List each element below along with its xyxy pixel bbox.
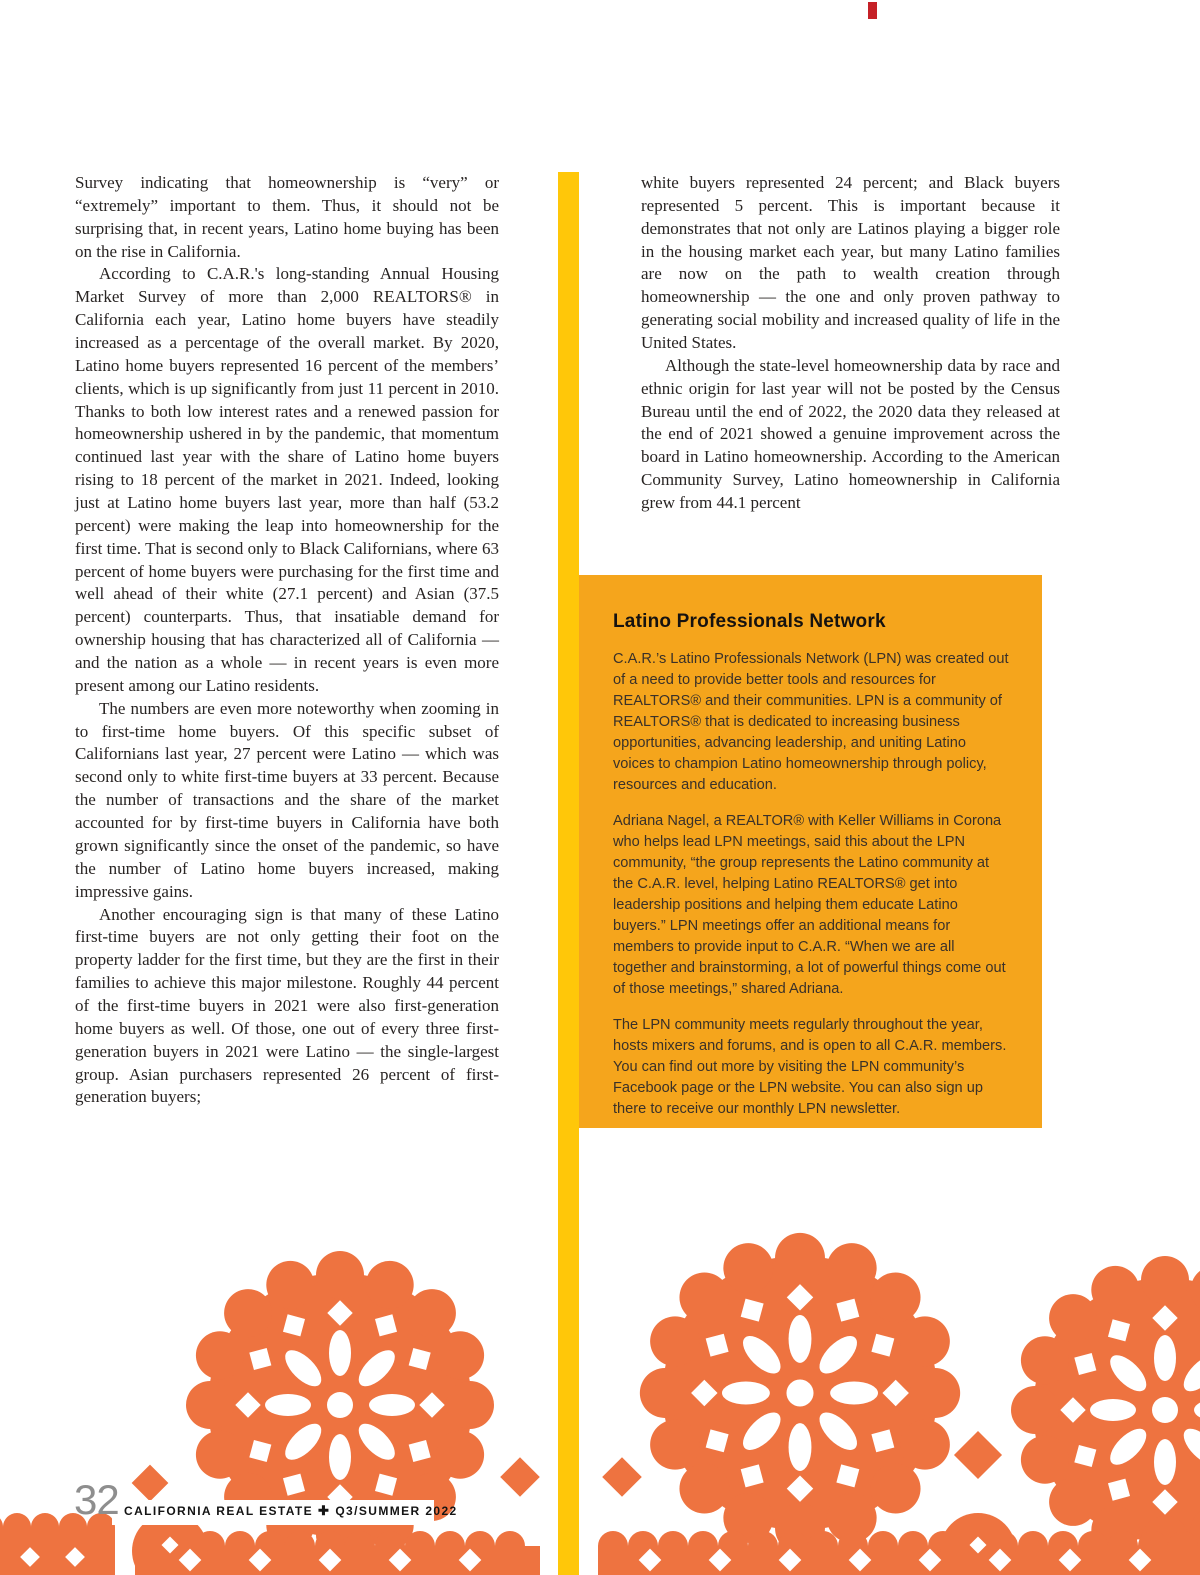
article-right-column (641, 172, 1060, 515)
article-left-column (75, 172, 499, 1109)
body-paragraph: According to C.A.R.'s long-standing Annual Housing Market Survey of more than 2,000 REALTORS® in California each year, Latino home buyers have steadily increased as a percentage of the overall market. By 2020, Latino home buyers represented 16 percent of the members’ clients, which is up significantly from just 11 percent in 2010. Thanks to both low interest rates and a renewed passion for homeownership ushered in by the pandemic, that momentum continued last year with the share of Latino home buyers rising to 18 percent of the market in 2021. Indeed, looking just at Latino home buyers last year, more than half (53.2 percent) were making the leap into homeownership for the first time. That is second only to Black Californians, where 63 percent of home buyers were purchasing for the first time and well ahead of their white (27.1 percent) and Asian (37.5 percent) counterparts. Thus, that insatiable demand for ownership housing that has characterized all of California — and the nation as a whole — in recent years is even more present among our Latino residents. (75, 264, 499, 695)
sidebar-paragraph: C.A.R.’s Latino Professionals Network (LPN) was created out of a need to provide better tools and resources for REALTORS® and their communities. LPN is a community of REALTORS® that is dedicated to increasing business opportunities, advancing leadership, and uniting Latino voices to champion Latino homeownership through policy, resources and education. (613, 651, 1009, 793)
page-edge-mark (868, 2, 877, 19)
body-paragraph: Another encouraging sign is that many of these Latino first-time buyers are not only getting their foot on the property ladder for the first time, but they are the first in their families to achieve this major milestone. Roughly 44 percent of the first-time buyers in 2021 were also first-generation home buyers as well. Of those, one out of every three first-generation buyers in 2021 were Latino — the single-largest group. Asian purchasers represented 26 percent of first-generation buyers; (75, 904, 499, 1107)
body-paragraph: Survey indicating that homeownership is “very” or “extremely” important to them. Thus, it should not be surprising that, in recent years, Latino home buying has been on the rise in California. (75, 173, 499, 261)
footer-issue: Q3/SUMMER 2022 (335, 1504, 458, 1518)
vertical-accent-stripe (558, 172, 579, 1575)
footer-credit (124, 1503, 458, 1519)
lpn-sidebar-box (579, 575, 1042, 1128)
papel-picado-border (0, 1215, 1200, 1575)
plus-separator-icon: ✚ (318, 1503, 331, 1518)
sidebar-paragraph: The LPN community meets regularly throughout the year, hosts mixers and forums, and is open to all C.A.R. members. You can find out more by visiting the LPN community’s Facebook page or the LPN website. You can also sign up there to receive our monthly LPN newsletter. (613, 1017, 1007, 1117)
sidebar-title: Latino Professionals Network (613, 611, 886, 632)
footer-brand: CALIFORNIA REAL ESTATE (124, 1504, 314, 1518)
page-number: 32 (74, 1476, 119, 1523)
body-paragraph: Although the state-level homeownership data by race and ethnic origin for last year will not be posted by the Census Bureau until the end of 2022, the 2020 data they released at the end of 2021 showed a genuine improvement across the board in Latino homeownership. According to the American Community Survey, Latino homeownership in California grew from 44.1 percent (641, 355, 1060, 513)
body-paragraph: The numbers are even more noteworthy when zooming in to first-time home buyers. Of this specific subset of Californians last year, 27 percent were Latino — which was second only to white first-time buyers at 33 percent. Because the number of transactions and the share of the market accounted for by first-time buyers in California have both grown significantly since the onset of the pandemic, so have the number of Latino home buyers increased, making impressive gains. (75, 698, 499, 901)
body-paragraph: white buyers represented 24 percent; and Black buyers represented 5 percent. This is important because it demonstrates that not only are Latinos playing a bigger role in the housing market each year, but many Latino families are now on the path to wealth creation through homeownership — the one and only proven pathway to generating social mobility and increased quality of life in the United States. (641, 173, 1060, 353)
sidebar-paragraph: Adriana Nagel, a REALTOR® with Keller Williams in Corona who helps lead LPN meetings, said this about the LPN community, “the group represents the Latino community at the C.A.R. level, helping Latino REALTORS® get into leadership positions and helping them educate Latino buyers.” LPN meetings offer an additional means for members to provide input to C.A.R. “When we are all together and brainstorming, a lot of powerful things come out of those meetings,” shared Adriana. (613, 813, 1006, 997)
